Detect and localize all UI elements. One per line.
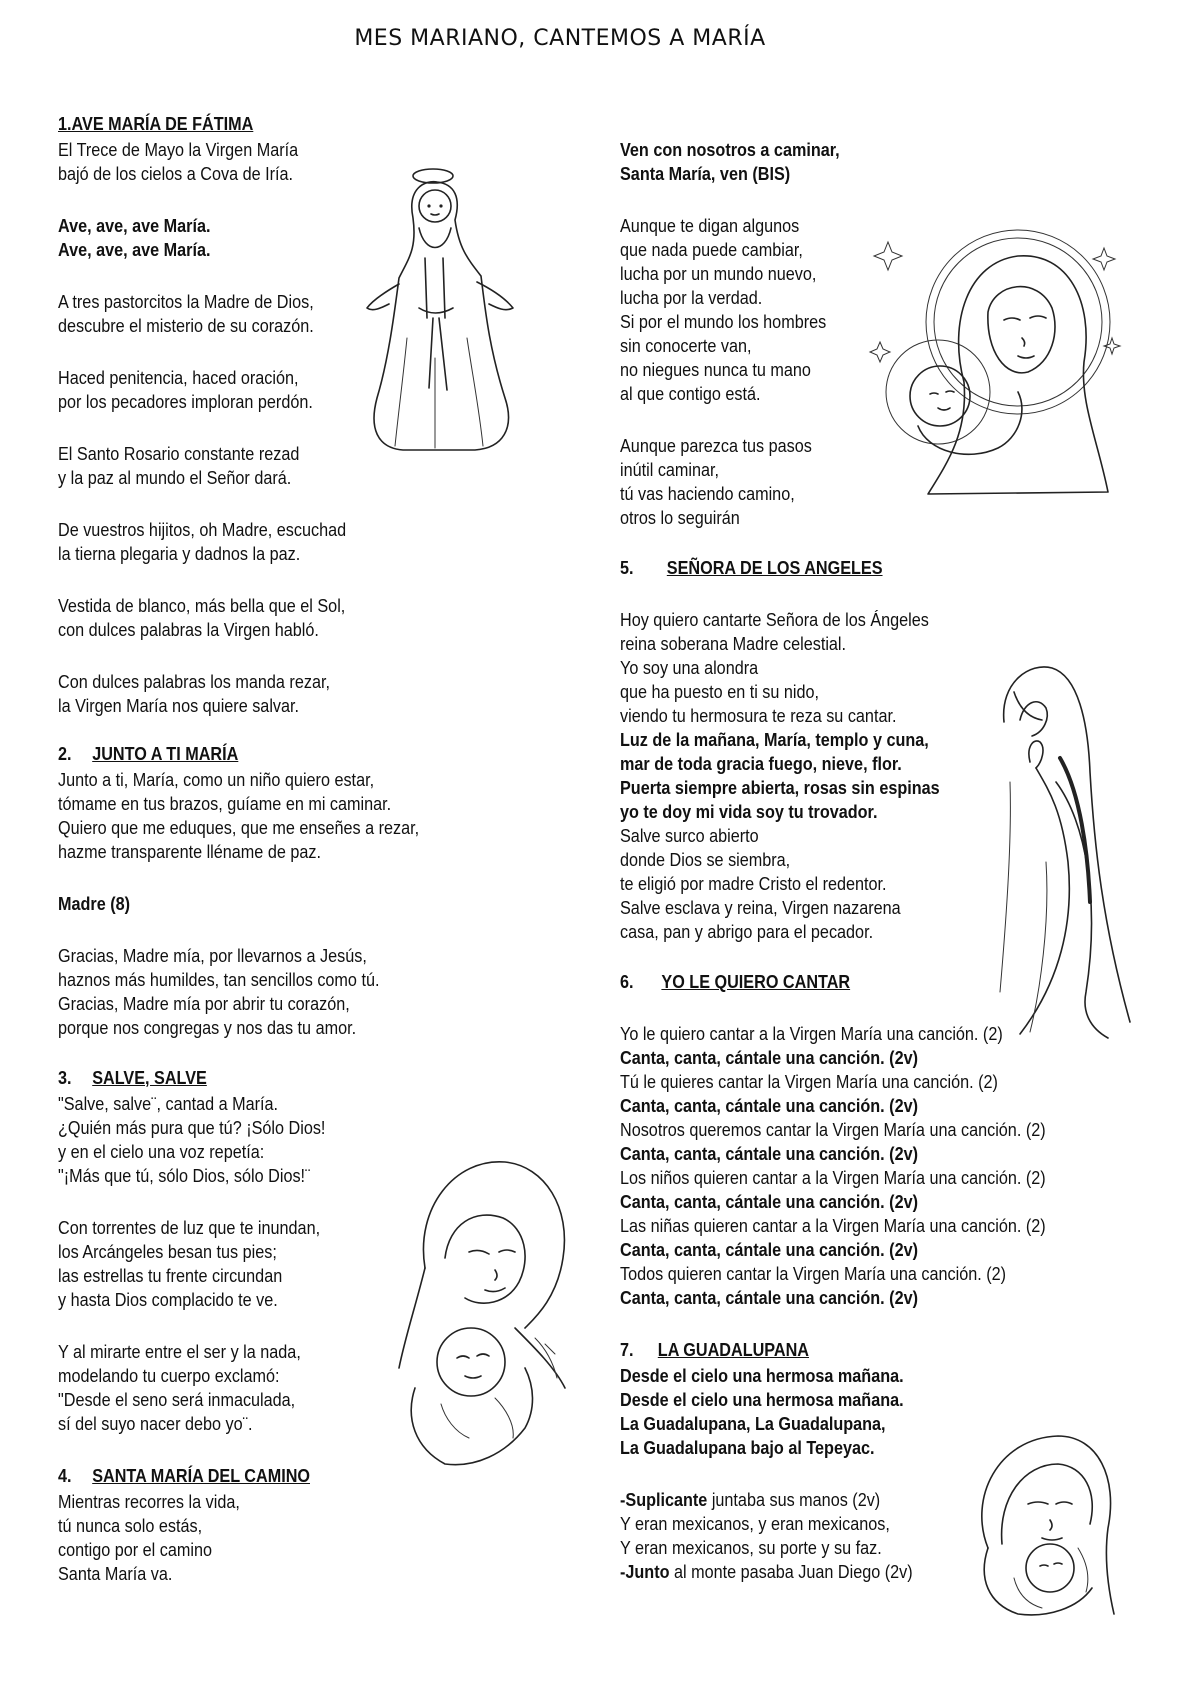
lyric-line: porque nos congregas y nos das tu amor. bbox=[58, 1018, 357, 1038]
lyric-line: Salve surco abierto bbox=[620, 826, 759, 846]
madonna-with-child-illustration bbox=[868, 212, 1130, 502]
lyric-line: Salve esclava y reina, Virgen nazarena bbox=[620, 898, 901, 918]
lyric-line: A tres pastorcitos la Madre de Dios, bbox=[58, 292, 314, 312]
lyric-line: tú nunca solo estás, bbox=[58, 1516, 203, 1536]
chorus-line: mar de toda gracia fuego, nieve, flor. bbox=[620, 754, 902, 774]
chorus-line: Canta, canta, cántale una canción. (2v) bbox=[620, 1048, 918, 1068]
lyric-line: no niegues nunca tu mano bbox=[620, 360, 811, 380]
lyric-line: El Trece de Mayo la Virgen María bbox=[58, 140, 299, 160]
chorus-line: Canta, canta, cántale una canción. (2v) bbox=[620, 1192, 918, 1212]
lyric-line: Haced penitencia, haced oración, bbox=[58, 368, 299, 388]
lyric-line: bajó de los cielos a Cova de Iría. bbox=[58, 164, 294, 184]
lyric-line: Y eran mexicanos, y eran mexicanos, bbox=[620, 1514, 890, 1534]
guadalupe-sketch bbox=[958, 1428, 1118, 1618]
lyric-line: Aunque parezca tus pasos bbox=[620, 436, 812, 456]
lyric-line: Quiero que me eduques, que me enseñes a rezar, bbox=[58, 818, 420, 838]
lyric-line: Hoy quiero cantarte Señora de los Ángeles bbox=[620, 610, 929, 630]
lyric-line: haznos más humildes, tan sencillos como tú. bbox=[58, 970, 380, 990]
lyric-line: que ha puesto en ti su nido, bbox=[620, 682, 820, 702]
lyric-line: y en el cielo una voz repetía: bbox=[58, 1142, 265, 1162]
lyric-line bbox=[620, 1560, 913, 1584]
song-7-number: 7. bbox=[620, 1340, 634, 1360]
lyric-line: Todos quieren cantar la Virgen María una canción. (2) bbox=[620, 1264, 1007, 1284]
lyric-line: otros lo seguirán bbox=[620, 508, 740, 528]
virgin-of-fatima-illustration bbox=[355, 158, 525, 458]
lyric-line: sí del suyo nacer debo yo¨. bbox=[58, 1414, 253, 1434]
lyric-line: con dulces palabras la Virgen habló. bbox=[58, 620, 319, 640]
lyric-line: sin conocerte van, bbox=[620, 336, 752, 356]
lyric-line: modelando tu cuerpo exclamó: bbox=[58, 1366, 280, 1386]
lyric-line: la tierna plegaria y dadnos la paz. bbox=[58, 544, 301, 564]
lyric-line: tómame en tus brazos, guíame en mi caminar. bbox=[58, 794, 392, 814]
song-2-heading bbox=[58, 742, 238, 766]
lyric-line: "Desde el seno será inmaculada, bbox=[58, 1390, 296, 1410]
lyric-lead-word: -Junto bbox=[620, 1562, 670, 1582]
lyric-line: Las niñas quieren cantar a la Virgen María una canción. (2) bbox=[620, 1216, 1046, 1236]
chorus-line: Ave, ave, ave María. bbox=[58, 216, 211, 236]
lyric-line: te eligió por madre Cristo el redentor. bbox=[620, 874, 887, 894]
chorus-line: Canta, canta, cántale una canción. (2v) bbox=[620, 1288, 918, 1308]
lyric-rest: al monte pasaba Juan Diego (2v) bbox=[669, 1562, 913, 1582]
lyric-line: lucha por la verdad. bbox=[620, 288, 763, 308]
lyric-line: hazme transparente lléname de paz. bbox=[58, 842, 321, 862]
song-4-number: 4. bbox=[58, 1466, 72, 1486]
lyric-line: descubre el misterio de su corazón. bbox=[58, 316, 314, 336]
song-3-title: SALVE, SALVE bbox=[92, 1068, 207, 1088]
lyric-line: "Salve, salve¨, cantad a María. bbox=[58, 1094, 279, 1114]
chorus-line: Desde el cielo una hermosa mañana. bbox=[620, 1390, 904, 1410]
chorus-line: yo te doy mi vida soy tu trovador. bbox=[620, 802, 878, 822]
lyric-line: Vestida de blanco, más bella que el Sol, bbox=[58, 596, 346, 616]
song-7-heading bbox=[620, 1338, 809, 1362]
lyric-line: Santa María va. bbox=[58, 1564, 173, 1584]
lyric-line: inútil caminar, bbox=[620, 460, 720, 480]
lyric-line: Los niños quieren cantar a la Virgen María una canción. (2) bbox=[620, 1168, 1046, 1188]
lyric-line: por los pecadores imploran perdón. bbox=[58, 392, 313, 412]
song-3-number: 3. bbox=[58, 1068, 72, 1088]
lyric-line: "¡Más que tú, sólo Dios, sólo Dios!¨ bbox=[58, 1166, 311, 1186]
song-2-title: JUNTO A TI MARÍA bbox=[92, 744, 239, 764]
song-3-heading bbox=[58, 1066, 207, 1090]
lyric-line: Con dulces palabras los manda rezar, bbox=[58, 672, 330, 692]
song-4-title: SANTA MARÍA DEL CAMINO bbox=[92, 1466, 310, 1486]
song-2-number: 2. bbox=[58, 744, 72, 764]
lyric-line: que nada puede cambiar, bbox=[620, 240, 803, 260]
chorus-line: La Guadalupana, La Guadalupana, bbox=[620, 1414, 886, 1434]
lyric-line: y la paz al mundo el Señor dará. bbox=[58, 468, 292, 488]
song-4-heading bbox=[58, 1464, 310, 1488]
chorus-line: Puerta siempre abierta, rosas sin espinas bbox=[620, 778, 940, 798]
lyric-line: al que contigo está. bbox=[620, 384, 761, 404]
lyric-line: Gracias, Madre mía por abrir tu corazón, bbox=[58, 994, 350, 1014]
lyric-line: donde Dios se siembra, bbox=[620, 850, 791, 870]
lady-of-angels-illustration bbox=[990, 662, 1140, 1042]
chorus-line: Ven con nosotros a caminar, bbox=[620, 140, 840, 160]
chorus-line: Canta, canta, cántale una canción. (2v) bbox=[620, 1144, 918, 1164]
lyric-line: las estrellas tu frente circundan bbox=[58, 1266, 283, 1286]
song-5-number: 5. bbox=[620, 558, 634, 578]
lyric-lead-word: -Suplicante bbox=[620, 1490, 708, 1510]
lyric-line bbox=[620, 1488, 880, 1512]
lyric-line: ¿Quién más pura que tú? ¡Sólo Dios! bbox=[58, 1118, 326, 1138]
lyric-line: y hasta Dios complacido te ve. bbox=[58, 1290, 278, 1310]
lyric-line: tú vas haciendo camino, bbox=[620, 484, 795, 504]
lyric-line: contigo por el camino bbox=[58, 1540, 212, 1560]
chorus-line: La Guadalupana bajo al Tepeyac. bbox=[620, 1438, 875, 1458]
chorus-line: Desde el cielo una hermosa mañana. bbox=[620, 1366, 904, 1386]
chorus-line: Santa María, ven (BIS) bbox=[620, 164, 791, 184]
chorus-line: Madre (8) bbox=[58, 894, 131, 914]
lyric-rest: juntaba sus manos (2v) bbox=[707, 1490, 881, 1510]
lyric-line: Mientras recorres la vida, bbox=[58, 1492, 240, 1512]
song-5-title: SEÑORA DE LOS ANGELES bbox=[666, 558, 883, 578]
lyric-line: Y al mirarte entre el ser y la nada, bbox=[58, 1342, 301, 1362]
lyric-line: reina soberana Madre celestial. bbox=[620, 634, 847, 654]
lyric-line: El Santo Rosario constante rezad bbox=[58, 444, 300, 464]
lyric-line: Tú le quieres cantar la Virgen María una canción. (2) bbox=[620, 1072, 998, 1092]
lyric-line: los Arcángeles besan tus pies; bbox=[58, 1242, 277, 1262]
chorus-line: Luz de la mañana, María, templo y cuna, bbox=[620, 730, 929, 750]
lyric-line: Yo le quiero cantar a la Virgen María una canción. (2) bbox=[620, 1024, 1003, 1044]
mother-and-child-sketch bbox=[385, 1148, 575, 1468]
song-6-title: YO LE QUIERO CANTAR bbox=[661, 972, 851, 992]
lyric-line: viendo tu hermosura te reza su cantar. bbox=[620, 706, 897, 726]
lyric-line: Aunque te digan algunos bbox=[620, 216, 800, 236]
song-7-title: LA GUADALUPANA bbox=[657, 1340, 809, 1360]
chorus-line: Canta, canta, cántale una canción. (2v) bbox=[620, 1096, 918, 1116]
lyric-line: Si por el mundo los hombres bbox=[620, 312, 827, 332]
lyric-line: Con torrentes de luz que te inundan, bbox=[58, 1218, 321, 1238]
song-5-heading bbox=[620, 556, 883, 580]
lyric-line: Junto a ti, María, como un niño quiero estar, bbox=[58, 770, 375, 790]
lyric-line: casa, pan y abrigo para el pecador. bbox=[620, 922, 874, 942]
song-1-title: 1.AVE MARÍA DE FÁTIMA bbox=[58, 114, 254, 134]
page-title: MES MARIANO, CANTEMOS A MARÍA bbox=[354, 26, 766, 51]
song-6-number: 6. bbox=[620, 972, 634, 992]
lyric-line: De vuestros hijitos, oh Madre, escuchad bbox=[58, 520, 347, 540]
song-6-heading bbox=[620, 970, 850, 994]
lyric-line: la Virgen María nos quiere salvar. bbox=[58, 696, 300, 716]
lyric-line: Nosotros queremos cantar la Virgen María una canción. (2) bbox=[620, 1120, 1046, 1140]
chorus-line: Canta, canta, cántale una canción. (2v) bbox=[620, 1240, 918, 1260]
lyric-line: Gracias, Madre mía, por llevarnos a Jesús, bbox=[58, 946, 367, 966]
lyric-line: Y eran mexicanos, su porte y su faz. bbox=[620, 1538, 882, 1558]
lyric-line: lucha por un mundo nuevo, bbox=[620, 264, 817, 284]
chorus-line: Ave, ave, ave María. bbox=[58, 240, 211, 260]
lyric-line: Yo soy una alondra bbox=[620, 658, 759, 678]
